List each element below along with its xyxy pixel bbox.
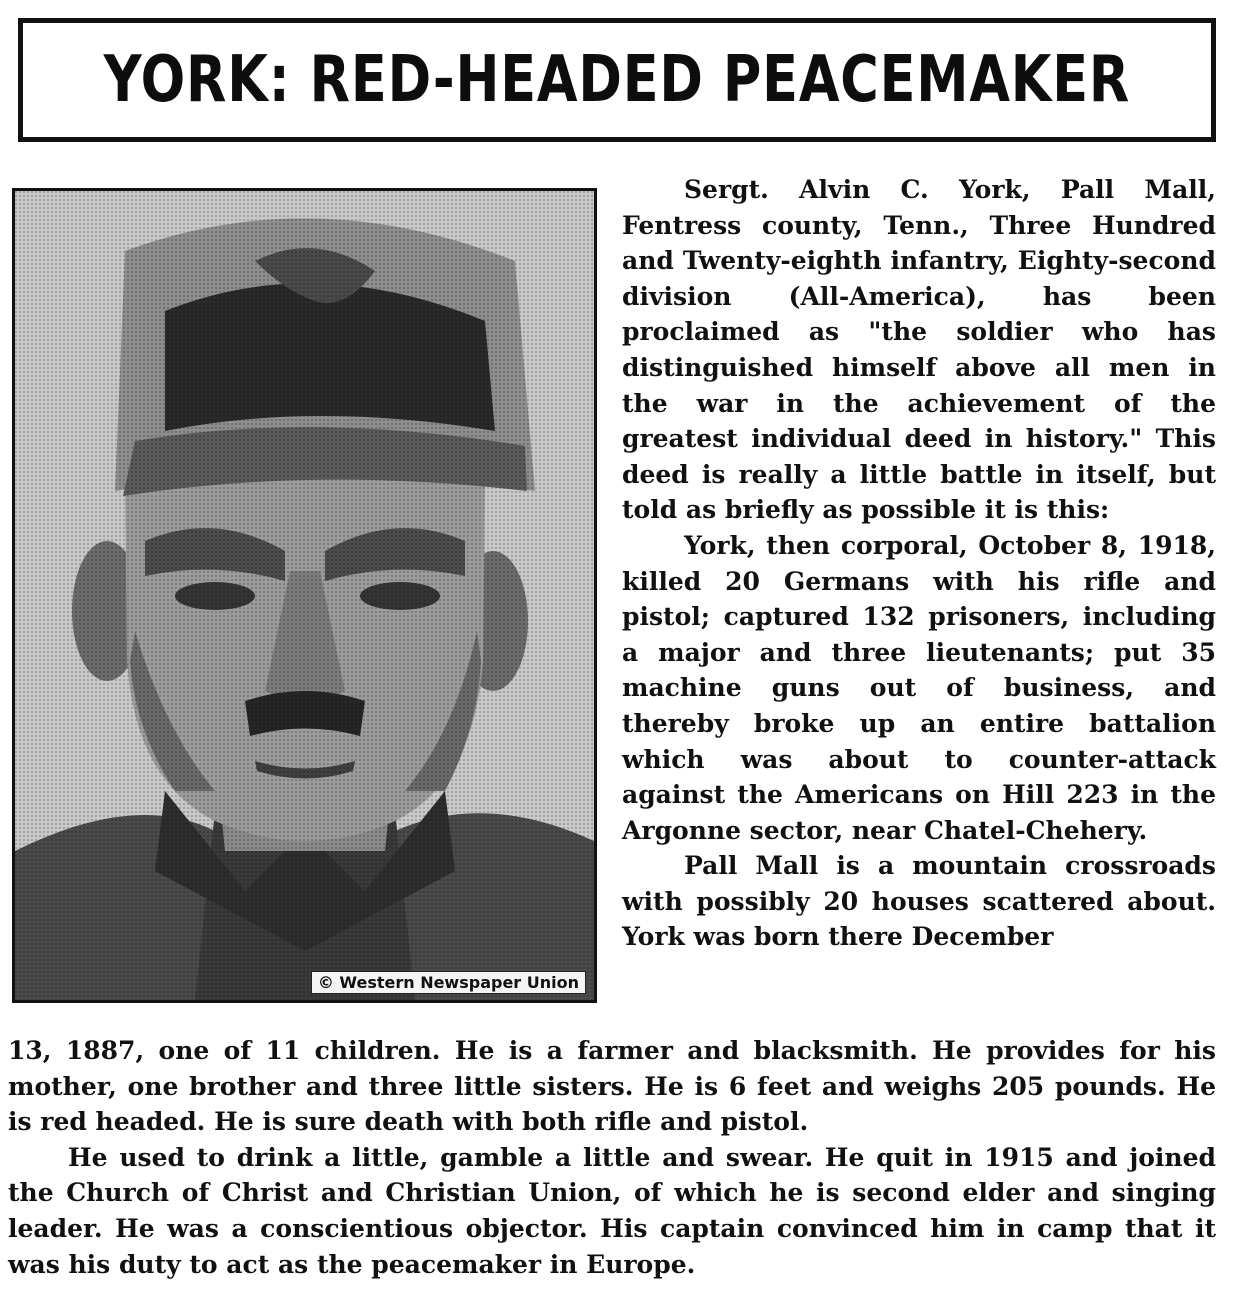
headline: YORK: RED-HEADED PEACEMAKER [103, 43, 1131, 117]
article-paragraph-2: York, then corporal, October 8, 1918, killed 20 Germans with his rifle and pistol; captured 132 prisoners, including a major and three lieutenants; put 35 machine guns out of business, and thereby broke up an entire battalion which was about to counter-attack against the Americans on Hill 223 in the Argonne sector, near Chatel-Chehery. [622, 530, 1216, 845]
article-paragraph-3-end: 13, 1887, one of 11 children. He is a farmer and blacksmith. He provides for his mother, one brother and three little sisters. He is 6 feet and weighs 205 pounds. He is red headed. He is sure death with both rifle and pistol. [8, 1036, 1216, 1137]
article-column [622, 172, 1216, 955]
article-paragraph-1: Sergt. Alvin C. York, Pall Mall, Fentress county, Tenn., Three Hundred and Twenty-eighth infantry, Eighty-second division (All-America), has been proclaimed as "the soldier who has distinguished himself above all men in the war in the achievement of the greatest individual deed in history." This deed is really a little battle in itself, but told as briefly as possible it is this: [622, 175, 1216, 525]
headline-box [18, 18, 1216, 142]
article-full-width [8, 1033, 1216, 1282]
article-paragraph-4: He used to drink a little, gamble a little and swear. He quit in 1915 and joined the Church of Christ and Christian Union, of which he is second elder and singing leader. He was a conscientious objector. His captain convinced him in camp that it was his duty to act as the peacemaker in Europe. [8, 1142, 1216, 1279]
photo-credit: © Western Newspaper Union [311, 971, 586, 994]
portrait-image [15, 191, 594, 1000]
portrait-photo [12, 188, 597, 1003]
article-paragraph-3-start: Pall Mall is a mountain crossroads with possibly 20 houses scattered about. York was born there December [622, 851, 1216, 952]
